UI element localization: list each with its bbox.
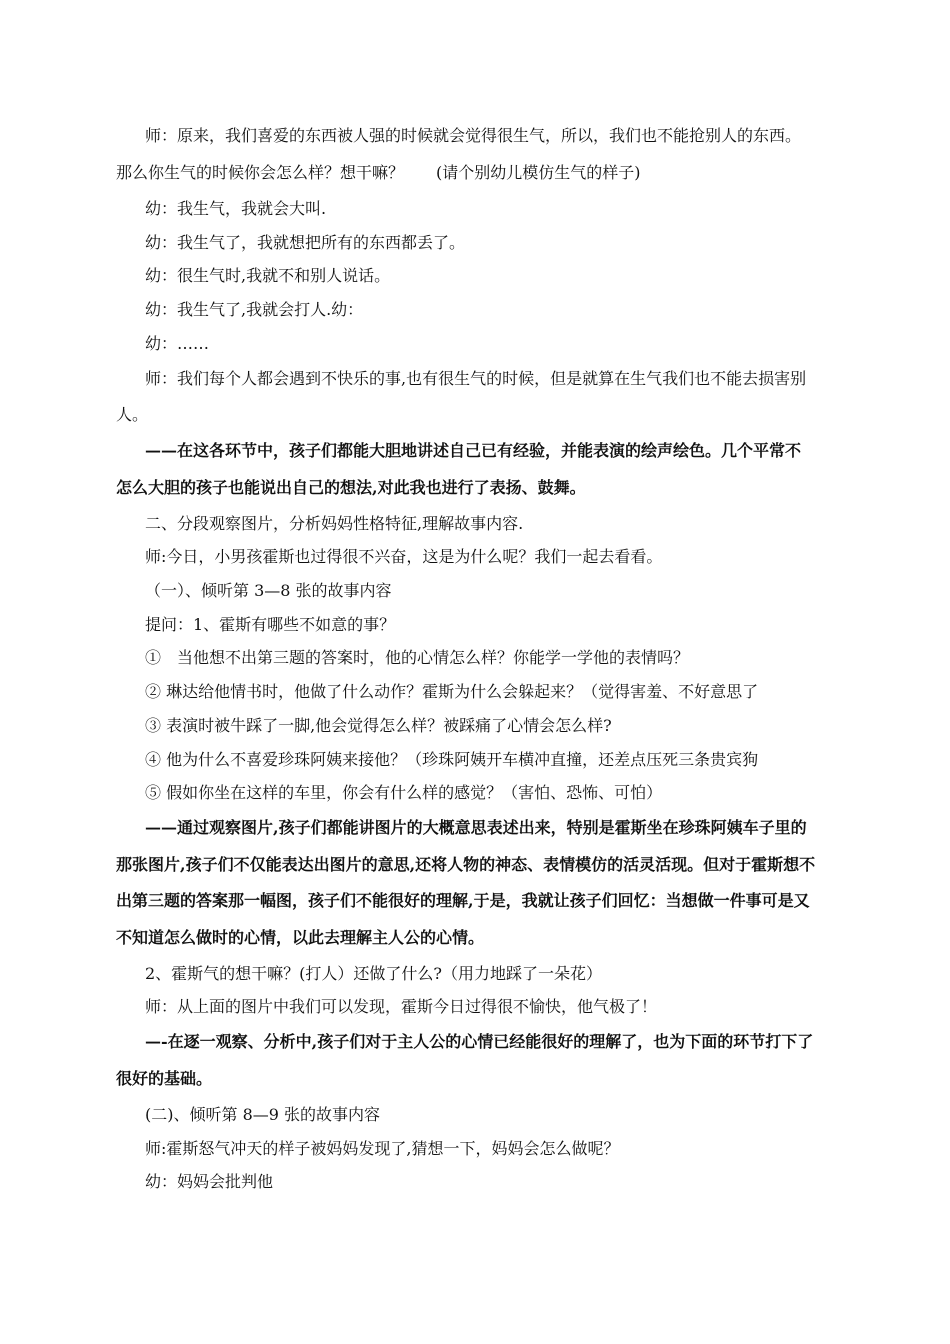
paragraph-line: 人。 xyxy=(116,405,149,424)
commentary-line: 很好的基础。 xyxy=(116,1069,213,1088)
paragraph-line: 幼：我生气了，我就想把所有的东西都丢了。 xyxy=(145,233,466,252)
paragraph-line: 师：我们每个人都会遇到不快乐的事,也有很生气的时候，但是就算在生气我们也不能去损害别 xyxy=(145,369,807,388)
subsection-heading: （一）、倾听第 3—8 张的故事内容 xyxy=(145,581,392,600)
list-item: ③ 表演时被牛踩了一脚,他会觉得怎么样？被踩痛了心情会怎么样? xyxy=(145,716,612,735)
commentary-line: 怎么大胆的孩子也能说出自己的想法,对此我也进行了表扬、鼓舞。 xyxy=(116,478,586,497)
commentary-line: 出第三题的答案那一幅图，孩子们不能很好的理解,于是，我就让孩子们回忆：当想做一件事可是又 xyxy=(116,891,810,910)
subsection-heading: (二)、倾听第 8—9 张的故事内容 xyxy=(145,1105,381,1124)
commentary-line: ——在这各环节中，孩子们都能大胆地讲述自己已有经验，并能表演的绘声绘色。几个平常不 xyxy=(145,441,802,460)
list-item: ② 琳达给他情书时，他做了什么动作？霍斯为什么会躲起来？（觉得害羞、不好意思了 xyxy=(145,682,759,701)
list-item: ① 当他想不出第三题的答案时，他的心情怎么样？你能学一学他的表情吗？ xyxy=(145,648,690,667)
paragraph-line: 幼：我生气，我就会大叫. xyxy=(145,199,327,218)
paragraph-line: 师:霍斯怒气冲天的样子被妈妈发现了,猜想一下，妈妈会怎么做呢？ xyxy=(145,1139,620,1158)
paragraph-line: 幼：…… xyxy=(145,334,210,353)
paragraph-line: 师：从上面的图片中我们可以发现，霍斯今日过得很不愉快，他气极了！ xyxy=(145,997,658,1016)
paragraph-line: 那么你生气的时候你会怎么样？想干嘛？ (请个别幼儿模仿生气的样子) xyxy=(116,163,641,182)
paragraph-line: 幼：很生气时,我就不和别人说话。 xyxy=(145,266,391,285)
commentary-line: 不知道怎么做时的心情，以此去理解主人公的心情。 xyxy=(116,928,485,947)
paragraph-line: 幼：妈妈会批判他 xyxy=(145,1172,274,1191)
list-item: ④ 他为什么不喜爱珍珠阿姨来接他？（珍珠阿姨开车横冲直撞，还差点压死三条贵宾狗 xyxy=(145,750,759,769)
list-item: ⑤ 假如你坐在这样的车里，你会有什么样的感觉？（害怕、恐怖、可怕） xyxy=(145,783,663,802)
paragraph-line: 师：原来，我们喜爱的东西被人强的时候就会觉得很生气，所以，我们也不能抢别人的东西。 xyxy=(145,126,802,145)
paragraph-line: 提问：1、霍斯有哪些不如意的事？ xyxy=(145,615,396,634)
paragraph-line: 幼：我生气了,我就会打人.幼： xyxy=(145,300,364,319)
commentary-line: —-在逐一观察、分析中,孩子们对于主人公的心情已经能很好的理解了，也为下面的环节打下了 xyxy=(145,1032,814,1051)
paragraph-line: 2、霍斯气的想干嘛？(打人）还做了什么?（用力地踩了一朵花） xyxy=(145,964,603,983)
commentary-line: 那张图片,孩子们不仅能表达出图片的意思,还将人物的神态、表情模仿的活灵活现。但对于霍斯想不 xyxy=(116,855,816,874)
paragraph-line: 师:今日，小男孩霍斯也过得很不兴奋，这是为什么呢？我们一起去看看。 xyxy=(145,547,663,566)
section-heading: 二、分段观察图片，分析妈妈性格特征,理解故事内容. xyxy=(145,514,524,533)
commentary-line: ——通过观察图片,孩子们都能讲图片的大概意思表述出来，特别是霍斯坐在珍珠阿姨车子里的 xyxy=(145,818,807,837)
